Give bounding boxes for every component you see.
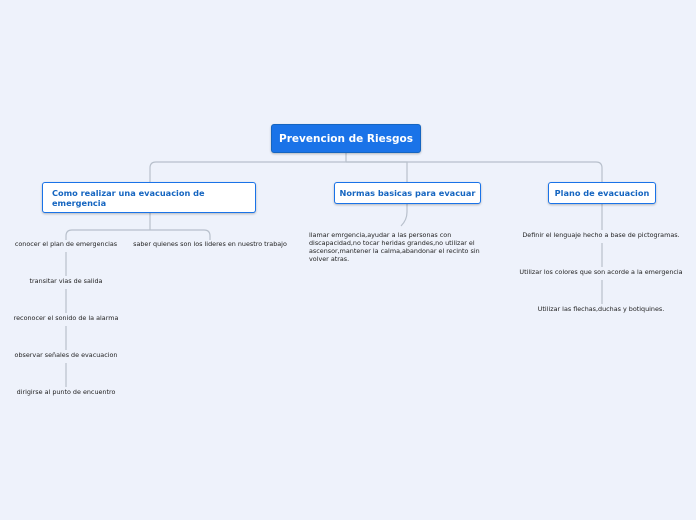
connector-root-branch-3: [346, 162, 602, 182]
connector-branch-1-left: [66, 230, 150, 240]
branch-evacuacion-emergencia[interactable]: Como realizar una evacuacion de emergencia: [42, 182, 256, 213]
connector-root-branch-1: [150, 162, 346, 182]
leaf-conocer-plan[interactable]: conocer el plan de emergencias: [14, 240, 118, 248]
leaf-definir-lenguaje[interactable]: Definir el lenguaje hecho a base de pictogramas.: [522, 231, 680, 239]
branch-normas-basicas[interactable]: Normas basicas para evacuar: [334, 182, 481, 204]
leaf-transitar-vias[interactable]: transitar vias de salida: [29, 277, 103, 285]
leaf-observar-senales[interactable]: observar señales de evacuacion: [14, 351, 118, 359]
leaf-utilizar-flechas[interactable]: Utilizar las flechas,duchas y botiquines.: [537, 305, 665, 313]
leaf-punto-encuentro[interactable]: dirigirse al punto de encuentro: [16, 388, 116, 396]
leaf-saber-lideres[interactable]: saber quienes son los lideres en nuestro trabajo: [133, 240, 287, 248]
leaf-normas-texto[interactable]: llamar emrgencia,ayudar a las personas con discapacidad,no tocar heridas grandes,no utilizar el ascensor,mantener la calma,abandonar el recinto sin volver atras.: [309, 231, 480, 263]
connector-root-branch-2: [346, 162, 407, 182]
branch-plano-evacuacion[interactable]: Plano de evacuacion: [548, 182, 656, 204]
connector-branch-1-right: [150, 230, 210, 240]
leaf-utilizar-colores[interactable]: Utilizar los colores que son acorde a la emergencia: [519, 268, 683, 276]
connector-branch-2-child: [401, 204, 407, 226]
leaf-reconocer-alarma[interactable]: reconocer el sonido de la alarma: [13, 314, 119, 322]
root-topic[interactable]: Prevencion de Riesgos: [271, 124, 421, 153]
